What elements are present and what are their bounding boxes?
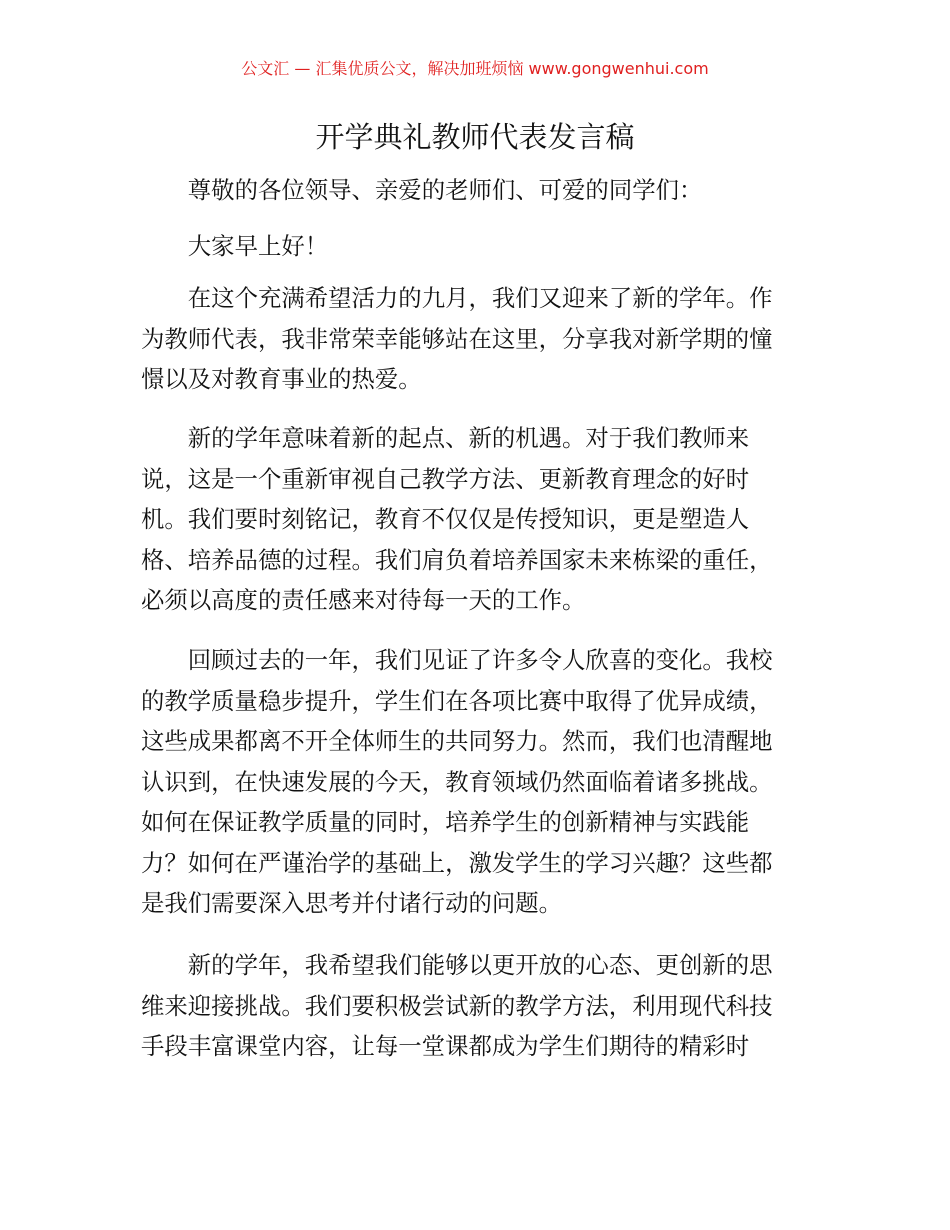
paragraph-line: 机。我们要时刻铭记，教育不仅仅是传授知识，更是塑造人 [141,505,750,533]
paragraph-line: 如何在保证教学质量的同时，培养学生的创新精神与实践能 [141,808,750,836]
paragraph-line: 是我们需要深入思考并付诸行动的问题。 [141,889,563,917]
paragraph-line: 手段丰富课堂内容，让每一堂课都成为学生们期待的精彩时 [141,1032,750,1060]
paragraph-line: 回顾过去的一年，我们见证了许多令人欣喜的变化。我校 [187,646,773,674]
paragraph-line: 必须以高度的责任感来对待每一天的工作。 [141,586,586,614]
site-banner: 公文汇 — 汇集优质公文，解决加班烦恼 www.gongwenhui.com [241,59,709,78]
document-title: 开学典礼教师代表发言稿 [315,120,635,154]
greeting-line [141,170,813,211]
hello-text: 大家早上好！ [187,232,329,260]
paragraph-line: 力？如何在严谨治学的基础上，激发学生的学习兴趣？这些都 [141,848,773,877]
paragraph-line: 在这个充满希望活力的九月，我们又迎来了新的学年。作 [187,284,773,312]
paragraph-2 [141,418,813,621]
paragraph-line: 为教师代表，我非常荣幸能够站在这里，分享我对新学期的憧 [141,324,773,353]
greeting-text: 尊敬的各位领导、亲爱的老师们、可爱的同学们： [187,176,703,204]
paragraph-line: 维来迎接挑战。我们要积极尝试新的教学方法，利用现代科技 [141,991,773,1020]
paragraph-3 [141,640,813,924]
paragraph-line: 新的学年，我希望我们能够以更开放的心态、更创新的思 [187,951,773,979]
hello-line [141,226,813,267]
paragraph-line: 说，这是一个重新审视自己教学方法、更新教育理念的好时 [141,464,750,493]
paragraph-line: 憬以及对教育事业的热爱。 [141,365,422,393]
paragraph-line: 的教学质量稳步提升，学生们在各项比赛中取得了优异成绩， [141,686,773,715]
paragraph-line: 新的学年意味着新的起点、新的机遇。对于我们教师来 [187,424,750,452]
paragraph-4 [141,945,813,1067]
paragraph-line: 这些成果都离不开全体师生的共同努力。然而，我们也清醒地 [141,727,773,755]
paragraph-line: 认识到，在快速发展的今天，教育领域仍然面临着诸多挑战。 [141,767,773,796]
paragraph-1 [141,278,813,400]
paragraph-line: 格、培养品德的过程。我们肩负着培养国家未来栋梁的重任， [141,545,773,574]
